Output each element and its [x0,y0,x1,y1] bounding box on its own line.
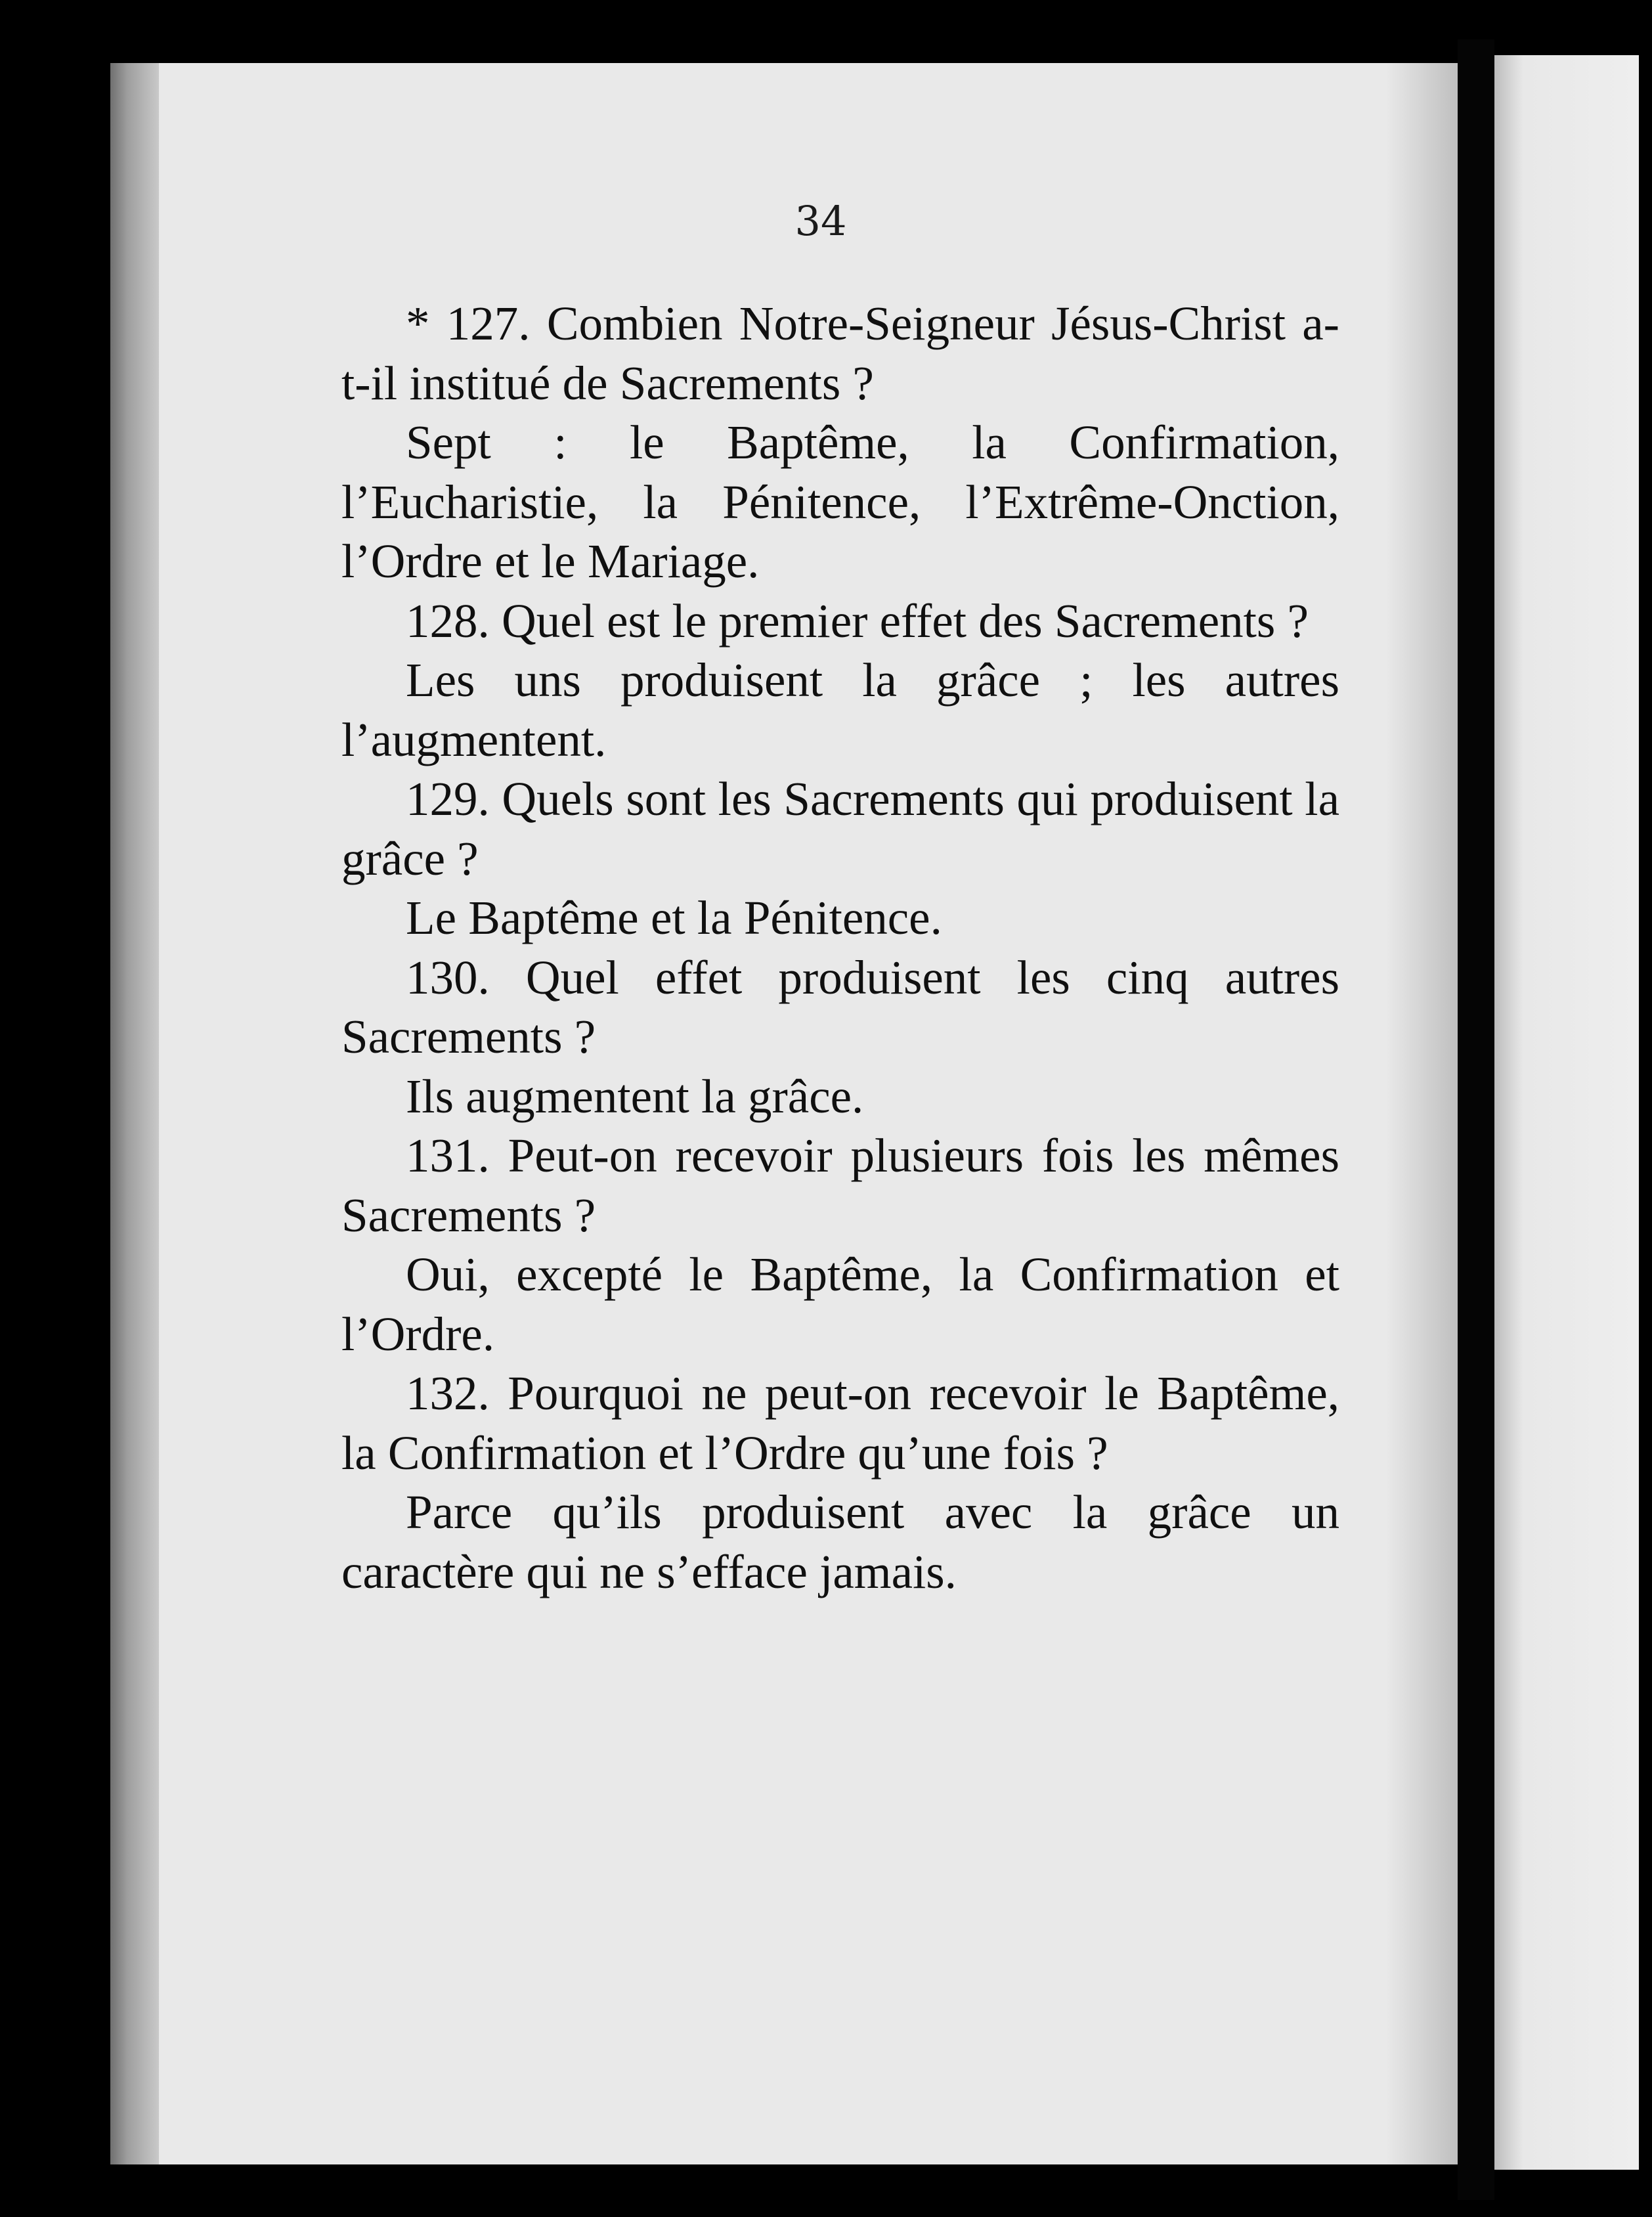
answer-128: Les uns produisent la grâce ; les autres l’augmentent. [341,653,1339,766]
question-132: 132. Pourquoi ne peut-on recevoir le Baptême, la Confirmation et l’Ordre qu’une fois ? [341,1367,1339,1480]
facing-page-edge [1494,55,1639,2170]
question-129: 129. Quels sont les Sacrements qui produisent la grâce ? [341,772,1339,885]
question-127: * 127. Combien Notre-Seigneur Jésus-Christ a-t-il institué de Sacrements ? [341,297,1339,410]
catechism-text [341,294,1339,1602]
page-number: 34 [794,197,847,245]
question-130: 130. Quel effet produisent les cinq autres Sacrements ? [341,950,1339,1063]
answer-131: Oui, excepté le Baptême, la Confirmation et l’Ordre. [341,1248,1339,1361]
page-shade [1385,63,1458,2164]
answer-130: Ils augmentent la grâce. [406,1069,864,1123]
book-gutter [1458,39,1494,2200]
question-128: 128. Quel est le premier effet des Sacrements ? [406,594,1309,648]
answer-127: Sept : le Baptême, la Confirmation, l’Eucharistie, la Pénitence, l’Extrême-Onction, l’Ordre et le Mariage. [341,416,1339,588]
answer-132: Parce qu’ils produisent avec la grâce un caractère qui ne s’efface jamais. [341,1485,1339,1598]
answer-129: Le Baptême et la Pénitence. [406,891,942,944]
page-edge [110,63,159,2164]
question-131: 131. Peut-on recevoir plusieurs fois les mêmes Sacrements ? [341,1129,1339,1242]
